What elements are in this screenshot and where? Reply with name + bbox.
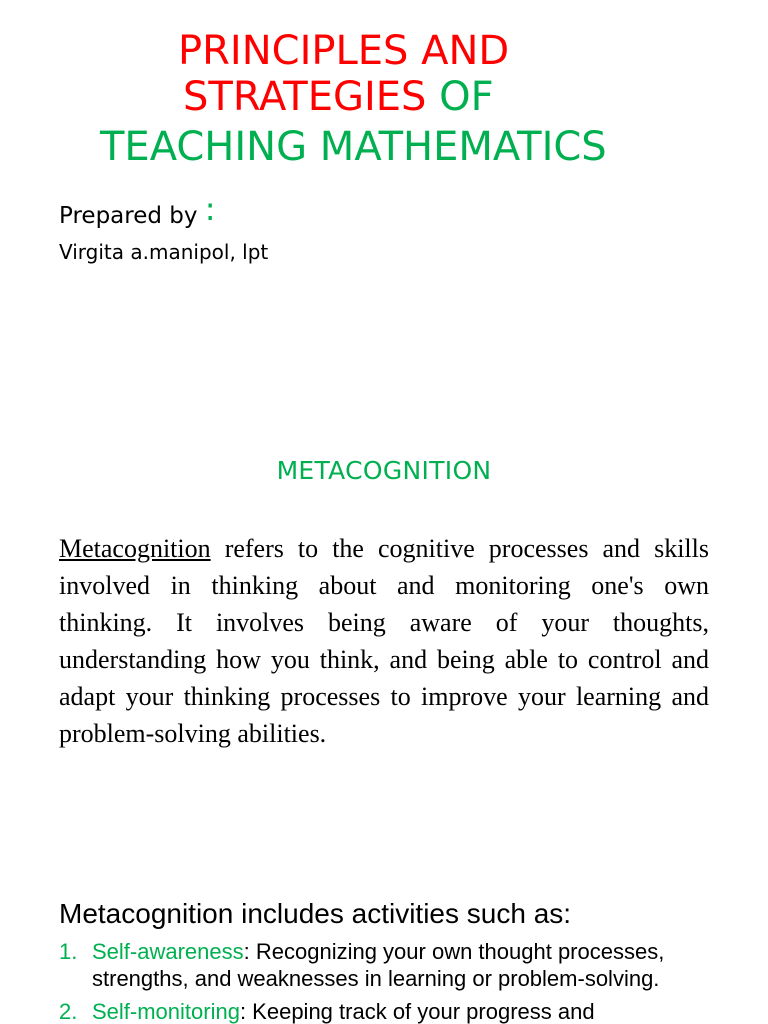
list-item-number: 1.	[59, 939, 78, 964]
prepared-by-colon: :	[204, 190, 216, 228]
author-name: Virgita a.manipol, lpt	[59, 240, 269, 264]
document-title	[0, 28, 768, 170]
title-line-2	[0, 74, 768, 120]
list-item-term: Self-awareness	[92, 939, 244, 964]
title-line-1: PRINCIPLES AND	[178, 28, 510, 74]
list-item	[59, 938, 739, 992]
definition-term: Metacognition	[59, 534, 211, 563]
definition-body: refers to the cognitive processes and skills involved in thinking about and monitoring one's own thinking. It involves being aware of your thoughts, understanding how you think, and being able to control and adapt your thinking processes to improve your learning and problem-solving abilities.	[59, 534, 709, 748]
list-item-text: : Keeping track of your progress and	[239, 999, 595, 1024]
title-of: OF	[439, 74, 494, 120]
title-line-3: TEACHING MATHEMATICS	[100, 124, 607, 170]
prepared-by-line	[59, 192, 216, 236]
title-strategies: STRATEGIES	[183, 74, 427, 120]
prepared-by-label: Prepared by	[59, 203, 198, 229]
list-item-text: : Recognizing your own thought processes, strengths, and weaknesses in learning or problem-solving.	[92, 939, 665, 991]
list-item	[59, 998, 739, 1024]
activities-list	[59, 938, 739, 1024]
list-item-number: 2.	[59, 999, 78, 1024]
definition-paragraph	[59, 530, 709, 752]
activities-heading: Metacognition includes activities such as:	[59, 898, 572, 929]
section-heading: METACOGNITION	[276, 456, 492, 485]
list-item-term: Self-monitoring	[92, 999, 240, 1024]
